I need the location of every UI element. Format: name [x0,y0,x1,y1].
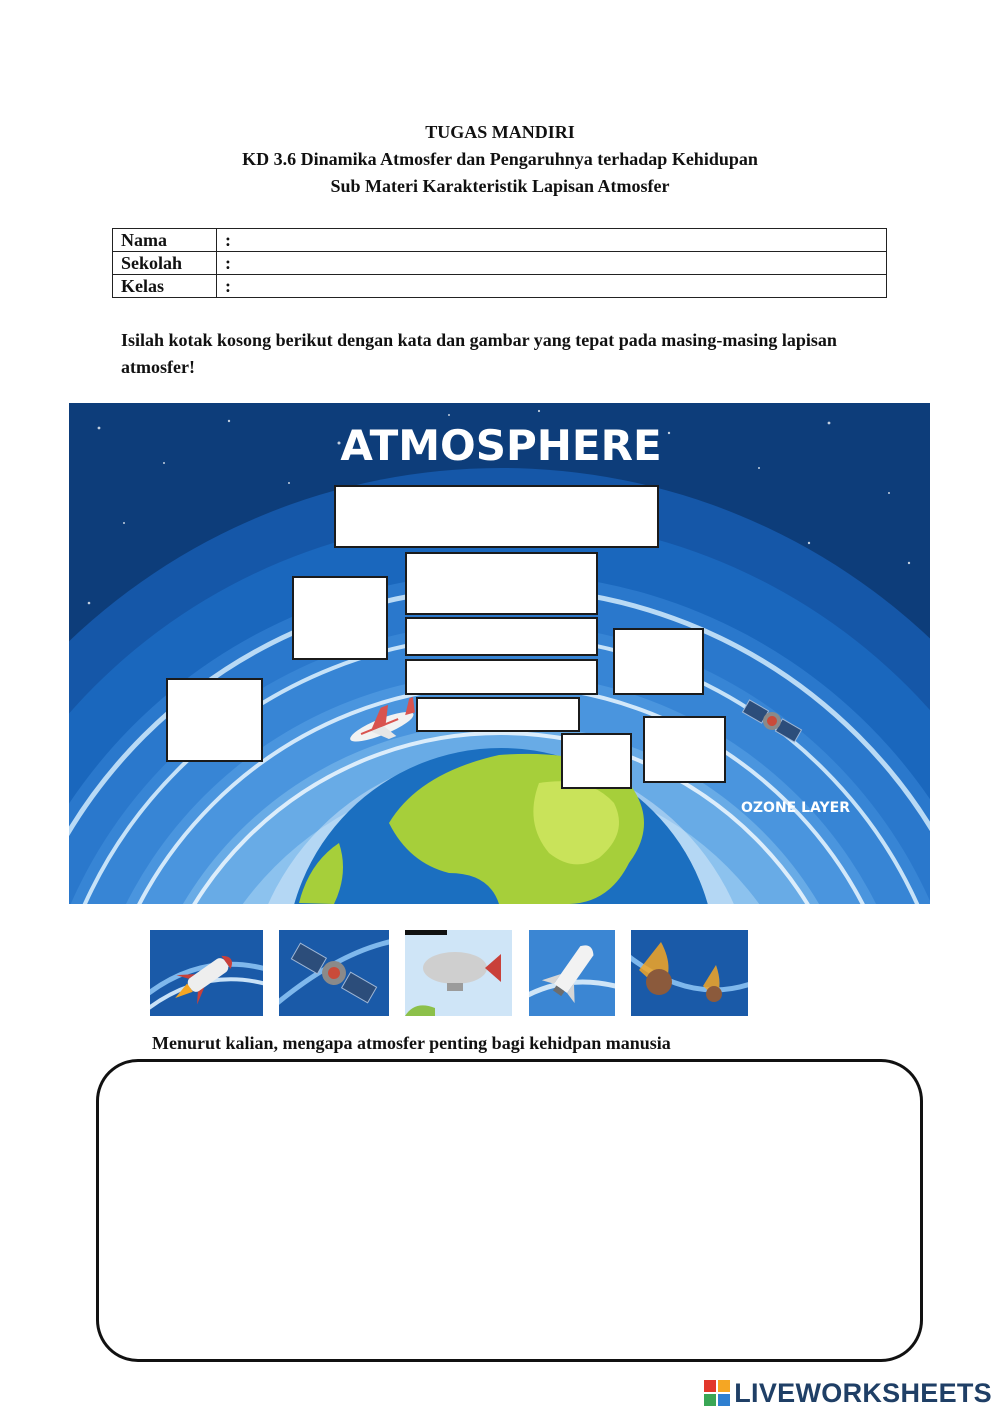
liveworksheets-logo-icon [704,1380,730,1406]
diagram-title: ATMOSPHERE [340,421,662,470]
question-text: Menurut kalian, mengapa atmosfer penting bagi kehidpan manusia [152,1033,671,1053]
worksheet-subtitle: KD 3.6 Dinamika Atmosfer dan Pengaruhnya terhadap Kehidupan [242,149,758,169]
brand-logo [704,1378,992,1408]
drop-image-box-3[interactable] [166,678,263,762]
drop-box-thermosphere[interactable] [405,552,598,615]
blimp-icon[interactable] [405,930,512,1016]
drop-box-exosphere[interactable] [334,485,659,548]
space-shuttle-icon[interactable] [529,930,615,1016]
drop-box-stratosphere[interactable] [405,659,598,695]
worksheet-submaterial: Sub Materi Karakteristik Lapisan Atmosfer [330,176,670,196]
identity-value-sekolah[interactable]: : [217,252,887,275]
worksheet-title: TUGAS MANDIRI [425,122,575,142]
identity-label: Kelas [113,275,217,298]
identity-label: Nama [113,229,217,252]
identity-value-nama[interactable]: : [217,229,887,252]
satellite-thumb[interactable] [279,930,389,1016]
drop-image-box-2[interactable] [613,628,704,695]
drop-box-troposphere[interactable] [416,697,580,732]
drop-box-mesosphere[interactable] [405,617,598,656]
answer-textbox[interactable] [96,1059,923,1362]
identity-row-kelas [113,275,887,298]
drop-image-box-1[interactable] [292,576,388,660]
identity-table [112,228,887,298]
ozone-layer-label: OZONE LAYER [741,800,851,816]
drop-image-box-5[interactable] [561,733,632,789]
meteor-icon[interactable] [631,930,748,1016]
rocket-icon[interactable] [150,930,263,1016]
identity-value-kelas[interactable]: : [217,275,887,298]
drop-image-box-4[interactable] [643,716,726,783]
instruction-text: Isilah kotak kosong berikut dengan kata dan gambar yang tepat pada masing-masing lapisan atmosfer! [121,330,837,377]
identity-row-nama [113,229,887,252]
brand-name: LIVEWORKSHEETS [734,1377,992,1408]
identity-label: Sekolah [113,252,217,275]
identity-row-sekolah [113,252,887,275]
